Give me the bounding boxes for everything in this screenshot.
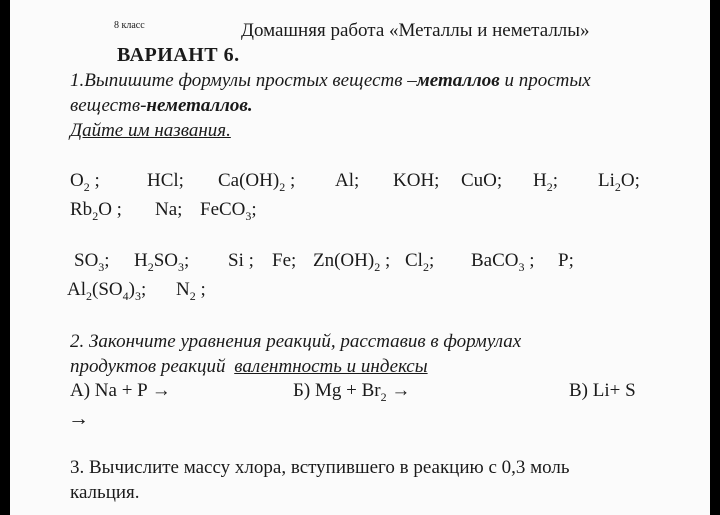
formula: CuO;: [461, 170, 503, 191]
task2-line1: 2. Закончите уравнения реакций, расставив в формулах: [70, 331, 522, 352]
formula: $Ca(OH)_2$ ;: [218, 170, 296, 194]
formula: Si ;: [228, 250, 254, 271]
formula: HCl;: [147, 170, 184, 191]
formula: FeCO$_3$;: [200, 199, 257, 223]
formula: $Al_2(SO_4)_3$;: [67, 279, 147, 303]
formula: Fe;: [272, 250, 297, 271]
formula: $O_2$ ;: [70, 170, 100, 194]
task1-line1: 1.Выпишите формулы простых веществ –металлов и простых: [70, 70, 591, 91]
formula: $Zn(OH)_2$ ;: [313, 250, 391, 274]
formula: $Li_2O$;: [598, 170, 640, 194]
formula: $H_2$;: [533, 170, 559, 194]
task1-line2: веществ-неметаллов.: [70, 95, 253, 116]
task3-line1: 3. Вычислите массу хлора, вступившего в реакцию с 0,3 моль: [70, 457, 570, 478]
formula: $Rb_2O$ ;: [70, 199, 122, 223]
grade-label: 8 класс: [114, 20, 145, 31]
task3-line2: кальция.: [70, 482, 140, 503]
formula: Al;: [335, 170, 360, 191]
homework-title: Домашняя работа «Металлы и неметаллы»: [241, 20, 590, 41]
formula: BaCO$_3$ ;: [471, 250, 535, 274]
formula: $SO_3$;: [74, 250, 110, 274]
formula: $H_2SO_3$;: [134, 250, 190, 274]
arrow-icon: →: [68, 406, 89, 430]
equation-c: В) Li+ S: [569, 380, 636, 401]
formula: P;: [558, 250, 574, 271]
equation-a: А) Na + P →: [70, 380, 171, 401]
formula: KOH;: [393, 170, 440, 191]
variant-heading: ВАРИАНТ 6.: [117, 44, 240, 66]
worksheet-page: [10, 0, 710, 515]
equation-b: Б) $Mg + Br_2$ →: [293, 380, 411, 404]
formula: $N_2$ ;: [176, 279, 206, 303]
formula: Na;: [155, 199, 183, 220]
task1-line3: Дайте им названия.: [70, 120, 231, 141]
task2-line2: продуктов реакций валентность и индексы: [70, 356, 428, 377]
formula: $Cl_2$;: [405, 250, 435, 274]
